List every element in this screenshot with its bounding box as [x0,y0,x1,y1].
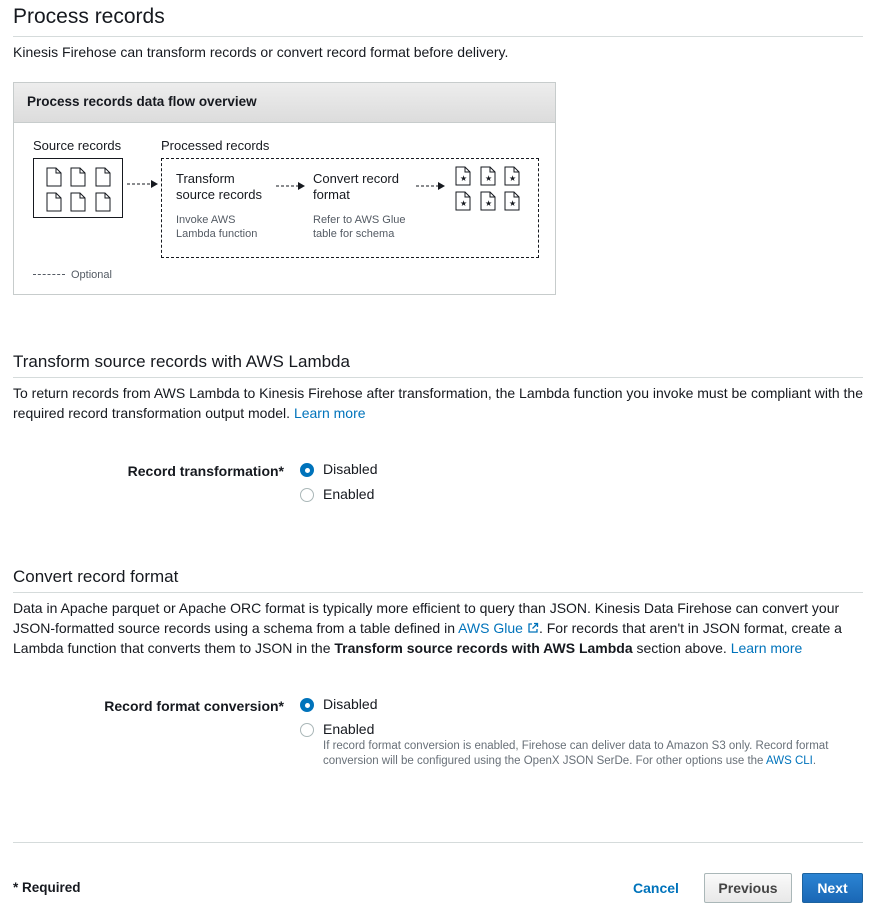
transform-sub-2: Lambda function [176,228,258,240]
source-records-label: Source records [33,138,122,153]
convert-description-part2: . For records that aren't in JSON format, create a Lambda function that converts them to JSON in the [13,620,842,656]
record-format-conversion-hint [323,739,833,769]
required-note: * Required [13,880,81,895]
record-format-conversion-enabled-label[interactable]: Enabled [323,721,375,737]
next-button[interactable]: Next [802,873,863,903]
hint-end: . [812,755,817,767]
record-format-conversion-label: Record format conversion* [104,698,284,714]
page-description: Kinesis Firehose can transform records or convert record format before delivery. [13,44,509,60]
record-format-conversion-disabled-radio[interactable] [300,698,314,712]
convert-title-2: format [313,187,350,202]
transform-title-1: Transform [176,171,235,186]
convert-learn-more-link[interactable]: Learn more [730,640,803,656]
record-format-conversion-enabled-radio[interactable] [300,723,314,737]
record-transformation-label: Record transformation* [127,463,284,479]
starred-document-icon [452,165,532,215]
source-records-box [33,158,123,218]
optional-legend-label: Optional [71,269,112,281]
external-link-icon [527,622,539,634]
document-icon [34,159,122,217]
flow-arrow-icon [127,179,159,189]
convert-description-part1: Data in Apache parquet or Apache ORC format is typically more efficient to query than JSON. Kinesis Data Firehose can convert your JSON-formatted source records using a schema from a table defined in [13,600,840,636]
convert-description-bold: Transform source records with AWS Lambda [334,640,633,656]
transform-section-title: Transform source records with AWS Lambda [13,352,350,371]
svg-text:★: ★ [460,174,468,183]
transform-sub [176,213,257,241]
convert-section-title: Convert record format [13,567,179,586]
aws-glue-link-label[interactable]: AWS Glue [458,620,523,636]
processed-records-label: Processed records [161,138,270,153]
previous-button[interactable]: Previous [704,873,792,903]
transform-step [176,171,262,203]
transform-description [13,383,863,423]
flow-arrow-icon [416,181,446,191]
transform-divider [13,377,863,378]
convert-step [313,171,399,203]
convert-title-1: Convert record [313,171,399,186]
footer-divider [13,842,863,843]
cancel-button[interactable]: Cancel [633,880,679,896]
hint-text: If record format conversion is enabled, Firehose can deliver data to Amazon S3 only. Record format conversion will be configured using the OpenX JSON SerDe. For other options use the [323,740,829,767]
record-transformation-disabled-label[interactable]: Disabled [323,461,378,477]
transform-description-text: To return records from AWS Lambda to Kinesis Firehose after transformation, the Lambda function you invoke must be compliant with the required record transformation output model. [13,385,864,421]
panel-header: Process records data flow overview [14,83,555,123]
record-transformation-enabled-label[interactable]: Enabled [323,486,375,502]
convert-divider [13,592,863,593]
flow-arrow-icon [276,181,306,191]
convert-sub-1: Refer to AWS Glue [313,214,406,226]
aws-glue-link[interactable] [458,620,539,636]
aws-cli-link[interactable]: AWS CLI [766,755,813,767]
processed-records-box [161,158,539,258]
optional-legend [33,269,112,281]
transform-learn-more-link[interactable]: Learn more [293,405,366,421]
record-format-conversion-disabled-label[interactable]: Disabled [323,696,378,712]
record-transformation-disabled-radio[interactable] [300,463,314,477]
page-title: Process records [13,5,165,28]
data-flow-overview-panel [13,82,556,295]
svg-text:★: ★ [509,174,517,183]
transform-title-2: source records [176,187,262,202]
convert-description [13,598,863,658]
convert-sub [313,213,406,241]
svg-text:★: ★ [460,199,468,208]
title-divider [13,36,863,37]
svg-text:★: ★ [509,199,517,208]
transform-sub-1: Invoke AWS [176,214,236,226]
convert-sub-2: table for schema [313,228,395,240]
convert-description-part3: section above. [636,640,727,656]
svg-text:★: ★ [485,174,493,183]
svg-text:★: ★ [485,199,493,208]
record-transformation-enabled-radio[interactable] [300,488,314,502]
